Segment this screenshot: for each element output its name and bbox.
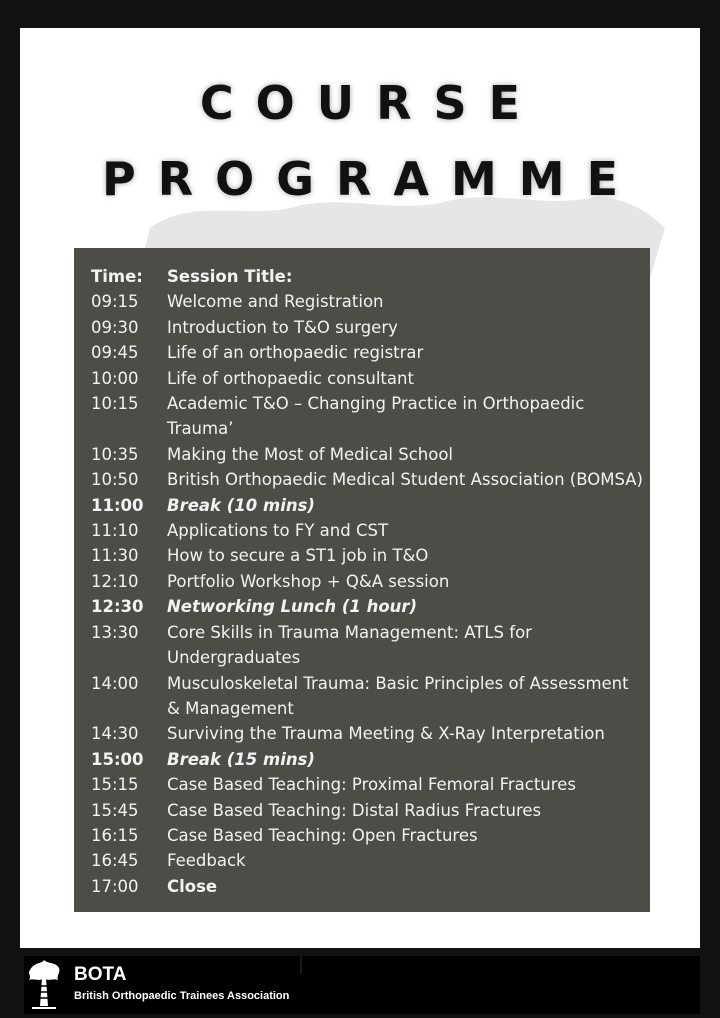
tree-logo-icon (26, 958, 62, 1010)
brand-full-name: British Orthopaedic Trainees Association (74, 990, 290, 1002)
table-row (74, 798, 650, 823)
session-title: How to secure a ST1 job in T&O (167, 546, 429, 566)
programme-page (20, 28, 700, 948)
table-row (74, 543, 650, 568)
session-title: Musculoskeletal Trauma: Basic Principles of Assessment & Management (167, 673, 629, 718)
schedule-table (74, 248, 650, 912)
session-time: 09:45 (91, 343, 139, 363)
session-time: 12:30 (91, 597, 144, 617)
session-title: Life of an orthopaedic registrar (167, 343, 424, 363)
table-row (74, 620, 650, 671)
table-row-close (74, 874, 650, 899)
session-title: Portfolio Workshop + Q&A session (167, 571, 450, 591)
session-title: Core Skills in Trauma Management: ATLS for Undergraduates (167, 622, 532, 668)
session-time: 12:10 (91, 571, 139, 591)
session-title: Making the Most of Medical School (167, 444, 454, 464)
page-title-line-1: COURSE (199, 76, 543, 130)
session-time: 10:35 (91, 444, 139, 464)
session-time: 15:15 (91, 775, 139, 795)
session-title: British Orthopaedic Medical Student Association (BOMSA) (167, 470, 643, 490)
table-row (74, 391, 650, 442)
footer-bar (24, 956, 700, 1014)
session-title: Surviving the Trauma Meeting & X-Ray Interpretation (167, 724, 605, 744)
session-time: 11:00 (91, 495, 144, 515)
session-time: 10:15 (91, 394, 139, 414)
session-title: Introduction to T&O surgery (167, 317, 398, 337)
session-time: 14:00 (91, 673, 139, 693)
table-row (74, 315, 650, 340)
session-time: 16:15 (91, 825, 139, 845)
table-row-break (74, 493, 650, 518)
table-row (74, 772, 650, 797)
session-time: 16:45 (91, 851, 139, 871)
session-time: 15:45 (91, 800, 139, 820)
session-time: 17:00 (91, 876, 139, 896)
session-time: 10:50 (91, 470, 139, 490)
table-row (74, 289, 650, 314)
session-title: Applications to FY and CST (167, 521, 389, 541)
table-row (74, 721, 650, 746)
session-title: Networking Lunch (1 hour) (167, 597, 418, 617)
session-time: 15:00 (91, 749, 144, 769)
session-time: 09:30 (91, 317, 139, 337)
table-row-break (74, 747, 650, 772)
session-time: 13:30 (91, 622, 139, 642)
session-title: Case Based Teaching: Open Fractures (167, 825, 478, 845)
session-title: Life of orthopaedic consultant (167, 368, 414, 388)
session-time: 11:30 (91, 546, 139, 566)
session-title: Break (10 mins) (167, 495, 315, 515)
session-title: Break (15 mins) (167, 749, 315, 769)
session-title: Case Based Teaching: Proximal Femoral Fractures (167, 775, 576, 795)
page-title-line-2: PROGRAMME (102, 152, 640, 206)
table-row (74, 518, 650, 543)
table-header-row (74, 264, 650, 289)
table-row (74, 823, 650, 848)
session-time: 11:10 (91, 521, 139, 541)
brand-name: BOTA (74, 964, 127, 985)
session-title: Academic T&O – Changing Practice in Orthopaedic Trauma’ (167, 394, 585, 439)
session-title: Case Based Teaching: Distal Radius Fractures (167, 800, 542, 820)
session-title: Welcome and Registration (167, 292, 384, 312)
session-column-header: Session Title: (167, 267, 293, 286)
table-row (74, 671, 650, 722)
divider (300, 956, 302, 974)
table-row (74, 366, 650, 391)
table-row (74, 569, 650, 594)
session-title: Close (167, 876, 218, 896)
table-row (74, 848, 650, 873)
session-time: 09:15 (91, 292, 139, 312)
table-row (74, 467, 650, 492)
table-row (74, 340, 650, 365)
time-column-header: Time: (91, 267, 143, 286)
session-time: 10:00 (91, 368, 139, 388)
table-row-break (74, 594, 650, 619)
session-time: 14:30 (91, 724, 139, 744)
session-title: Feedback (167, 851, 246, 871)
table-row (74, 442, 650, 467)
